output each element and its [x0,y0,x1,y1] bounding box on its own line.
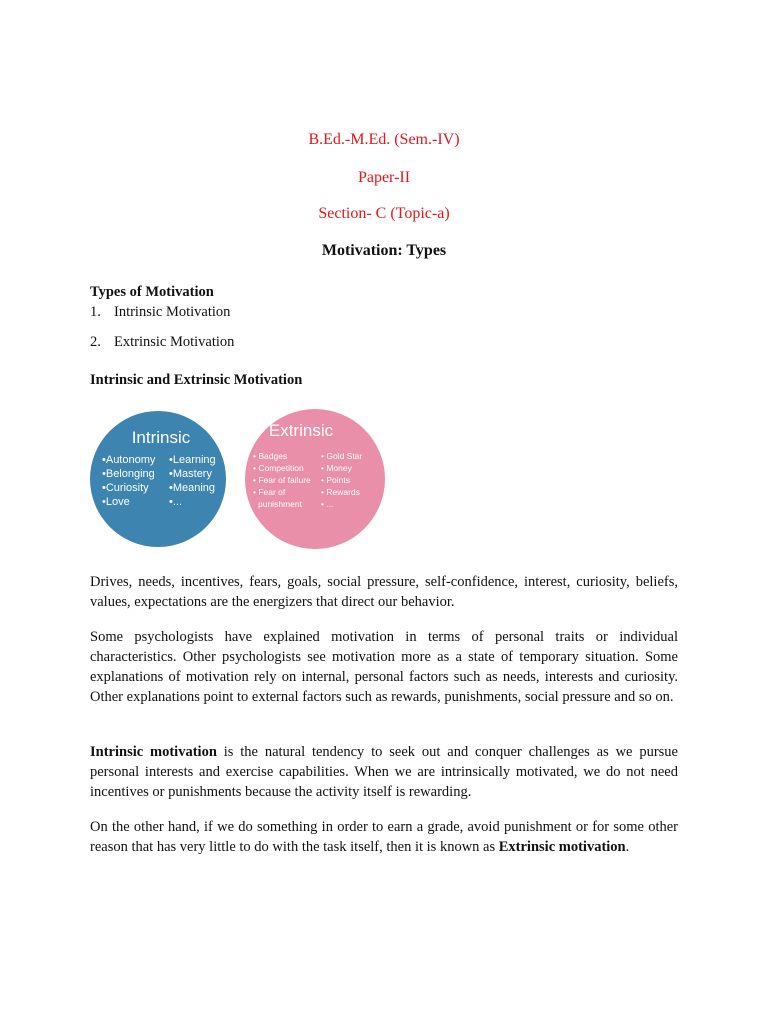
motivation-circles-figure [88,405,390,553]
extrinsic-term: Extrinsic motivation [498,839,626,855]
period: . [625,839,630,855]
intrinsic-item: •Autonomy [102,454,156,466]
intrinsic-item: •Love [102,496,130,508]
intrinsic-item: •Mastery [169,468,212,480]
list-item [90,334,234,351]
extrinsic-item: • Gold Star [321,451,363,461]
extrinsic-item: • ... [321,499,334,509]
intrinsic-term: Intrinsic motivation [90,744,217,760]
extrinsic-item: • Badges [253,451,288,461]
paragraph-energizers: Drives, needs, incentives, fears, goals, social pressure, self-confidence, interest, curiosity, beliefs, values, expectations are the energizers that direct our behavior. [90,574,678,610]
intrinsic-item: •Belonging [102,468,155,480]
extrinsic-definition: On the other hand, if we do something in order to earn a grade, avoid punishment or for some other reason that has very little to do with the task itself, then it is known as [90,819,678,855]
paragraph-psychologists: Some psychologists have explained motivation in terms of personal traits or individual characteristics. Other psychologists see motivation more as a state of temporary situation. Some explanations of motivation rely on internal, personal factors such as needs, interests and curiosity. Other explanations point to external factors such as rewards, punishments, social pressure and so on. [90,629,678,705]
extrinsic-item: punishment [258,499,302,509]
list-number: 2. [90,334,101,350]
intrinsic-item: •Learning [169,454,216,466]
paper-line: Paper-II [357,169,411,186]
extrinsic-item: • Competition [253,463,304,473]
figure-heading: Intrinsic and Extrinsic Motivation [90,372,303,388]
paragraph-intrinsic [90,742,678,802]
extrinsic-item: • Money [321,463,352,473]
types-heading: Types of Motivation [90,284,214,300]
page-title: Motivation: Types [321,242,447,259]
extrinsic-item: • Rewards [321,487,360,497]
intrinsic-item: •... [169,496,183,508]
extrinsic-item: • Points [321,475,350,485]
extrinsic-item: • Fear of failure [253,475,311,485]
intrinsic-title: Intrinsic [131,428,191,447]
extrinsic-title: Extrinsic [268,421,334,440]
list-label: Intrinsic Motivation [114,304,231,320]
list-item [90,304,230,321]
paragraph-extrinsic [90,817,678,857]
intrinsic-item: •Meaning [169,482,216,494]
extrinsic-item: • Fear of [253,487,286,497]
section-line: Section- C (Topic-a) [318,205,450,222]
list-number: 1. [90,304,101,320]
intrinsic-item: •Curiosity [102,482,149,494]
course-line: B.Ed.-M.Ed. (Sem.-IV) [308,131,460,148]
list-label: Extrinsic Motivation [114,334,235,350]
intrinsic-definition: is the natural tendency to seek out and conquer challenges as we pursue personal interests and exercise capabilities. When we are intrinsically motivated, we do not need incentives or punishments because the activity itself is rewarding. [90,744,678,800]
